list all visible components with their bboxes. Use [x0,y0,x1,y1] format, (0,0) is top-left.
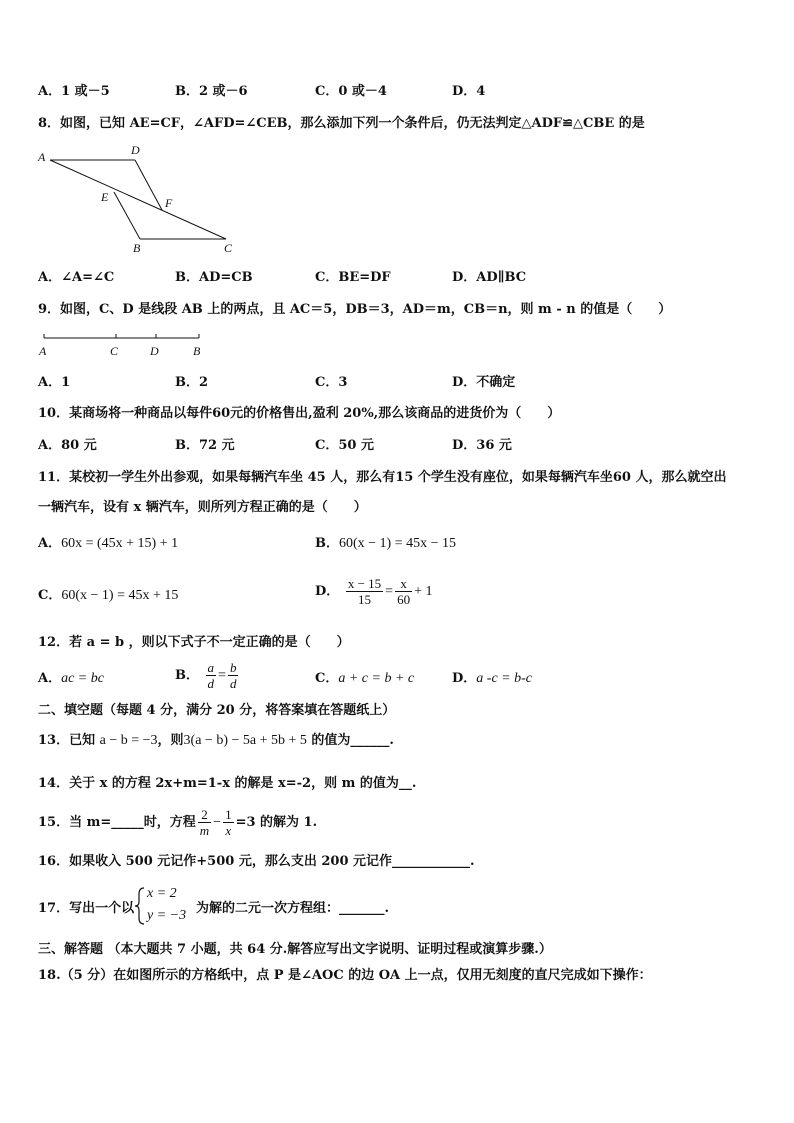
point-label-d: D [150,344,159,358]
q9-option-a: A．1 [38,375,71,390]
q11-stem-line1: 11．某校初一学生外出参观，如果每辆汽车坐 45 人，那么有15 个学生没有座位，如果每辆汽车坐60 人，那么就空出 [38,470,727,485]
q12-d-label: D． [452,671,477,686]
q10-option-c: C．50 元 [315,438,374,453]
q12-option-c [315,671,414,687]
q15-numerator-left: 2 [198,807,211,823]
q11-option-a [38,536,178,552]
q17-eq2: y = −3 [147,908,187,923]
q11-option-c [38,588,178,604]
q13-prefix: 13．已知 [38,733,96,748]
q11-d-numerator-right: x [395,576,412,592]
q11-b-label: B． [315,536,339,551]
label-d: D [131,143,140,157]
q9-stem-text: C、D 是线段 AB 上的两点，且 AC＝5，DB＝3，AD＝m，CB＝n，则 m - n 的值是（ ） [99,302,672,317]
q12-stem: 12．若 a = b ，则以下式子不一定正确的是（ ） [38,635,350,650]
q12-option-a [38,671,104,687]
q10-option-d: D．36 元 [452,438,512,453]
q15-numerator-right: 1 [225,807,232,822]
q17-suffix: 为解的二元一次方程组：_______. [196,901,390,916]
q9-option-d: D．不确定 [452,375,516,390]
q13-expression: 3(a − b) − 5a + 5b + 5 [183,733,307,748]
q11-c-equation: 60(x − 1) = 45x + 15 [61,588,179,603]
q8-option-c: C．BE=DF [315,270,391,285]
q12-b-fraction-right [228,660,239,691]
q7-option-d: D．4 [452,84,486,99]
point-label-c: C [110,344,119,358]
q8-option-d: D．AD∥BC [452,270,527,285]
q15-denominator-left: m [199,823,210,838]
q11-a-equation: 60x = (45x + 15) + 1 [61,536,179,551]
label-c: C [224,241,233,255]
section-answer-heading: 三、解答题 （本大题共 7 小题，共 64 分.解答应写出文字说明、证明过程或演算步骤.） [38,942,552,957]
q8-stem: 8．如图，已知 AE=CF，∠AFD=∠CEB，那么添加下列一个条件后，仍无法判定△ADF≌△CBE 的是 [38,116,645,131]
q11-d-fraction-right [395,576,412,607]
q9-option-c: C．3 [315,375,348,390]
q13-condition: a − b = −3 [99,733,158,748]
q10-option-b: B．72 元 [175,438,235,453]
q8-figure [30,140,250,260]
q12-b-numerator-left: a [207,660,215,675]
q7-option-b: B．2 或－6 [175,84,248,99]
q12-d-expr: a -c = b-c [476,671,532,686]
q11-c-label: C． [38,588,62,603]
q8-option-b: B．AD=CB [175,270,253,285]
q15-denominator-right: x [225,823,232,838]
line-ac [50,160,226,239]
q15: 15．当 m=_____时，方程 $\frac{2}{m}$ − $\frac{1}{x}$ =3 的解为 1. [38,807,318,838]
label-a: A [38,150,46,164]
q17-eq1: x = 2 [147,886,177,901]
q16: 16．如果收入 500 元记作+500 元，那么支出 200 元记作____________. [38,854,475,869]
q12-b-label: B． [175,668,199,683]
q9-segment-figure [34,328,214,360]
q14: 14．关于 x 的方程 2x+m=1-x 的解是 x=-2，则 m 的值为__. [38,776,417,791]
q11-stem-line2: 一辆汽车，设有 x 辆汽车，则所列方程正确的是（ ） [38,500,367,515]
q11-d-tail: + 1 [414,584,433,599]
q9-option-b: B．2 [175,375,209,390]
point-label-b: B [193,344,201,358]
q12-c-expr: a + c = b + c [338,671,415,686]
q17-brace [134,886,146,926]
q11-d-denominator-left: 15 [357,592,371,607]
q12-b-fraction-left [206,660,217,691]
q11-option-b [315,536,456,552]
q12-option-d [452,671,532,687]
q11-d-denominator-right: 60 [397,592,411,607]
q12-b-denominator-left: d [207,676,215,691]
q11-d-fraction-left [346,576,383,607]
q13 [38,733,394,749]
q8-option-a: A．∠A=∠C [38,270,115,285]
q10-option-a: A．80 元 [38,438,97,453]
q12-option-b: B． $\frac{a}{d}$ = $\frac{b}{d}$ [175,660,237,691]
q18: 18.（5 分）在如图所示的方格纸中，点 P 是∠AOC 的边 OA 上一点，仅用无刻度的直尺完成如下操作： [38,968,652,983]
q7-option-c: C．0 或－4 [315,84,387,99]
q11-d-label: D． [315,584,340,599]
label-e: E [101,190,109,204]
q15-fraction-left [198,807,211,838]
q12-a-label: A． [38,671,62,686]
q15-suffix: =3 的解为 1. [235,815,318,830]
q7-option-a: A．1 或－5 [38,84,110,99]
q10-stem: 10．某商场将一种商品以每件60元的价格售出,盈利 20%,那么该商品的进货价为（ ） [38,406,561,421]
q17-prefix: 17．写出一个以 [38,901,135,916]
point-label-a: A [39,344,47,358]
q11-b-equation: 60(x − 1) = 45x − 15 [339,536,457,551]
q11-a-label: A． [38,536,62,551]
q15-fraction-right [223,807,234,838]
q13-suffix: 的值为______. [311,733,394,748]
section-fill-in-heading: 二、填空题（每题 4 分，满分 20 分，将答案填在答题纸上） [38,703,396,718]
q15-prefix: 15．当 m=_____时，方程 [38,815,196,830]
q12-a-expr: ac = bc [61,671,104,686]
q9-stem [38,302,671,318]
q12-b-denominator-right: d [229,676,237,691]
q12-c-label: C． [315,671,339,686]
line-df [135,160,162,210]
q11-option-d: D． $\frac{x - 15}{15}$ = $\frac{x}{60}$ + 1 [315,576,433,607]
q12-b-numerator-right: b [229,660,237,675]
label-f: F [165,196,173,210]
q13-mid: ，则 [157,733,184,748]
q11-d-numerator-left: x − 15 [347,576,382,591]
q9-number: 9．如图， [38,302,100,317]
label-b: B [133,241,141,255]
